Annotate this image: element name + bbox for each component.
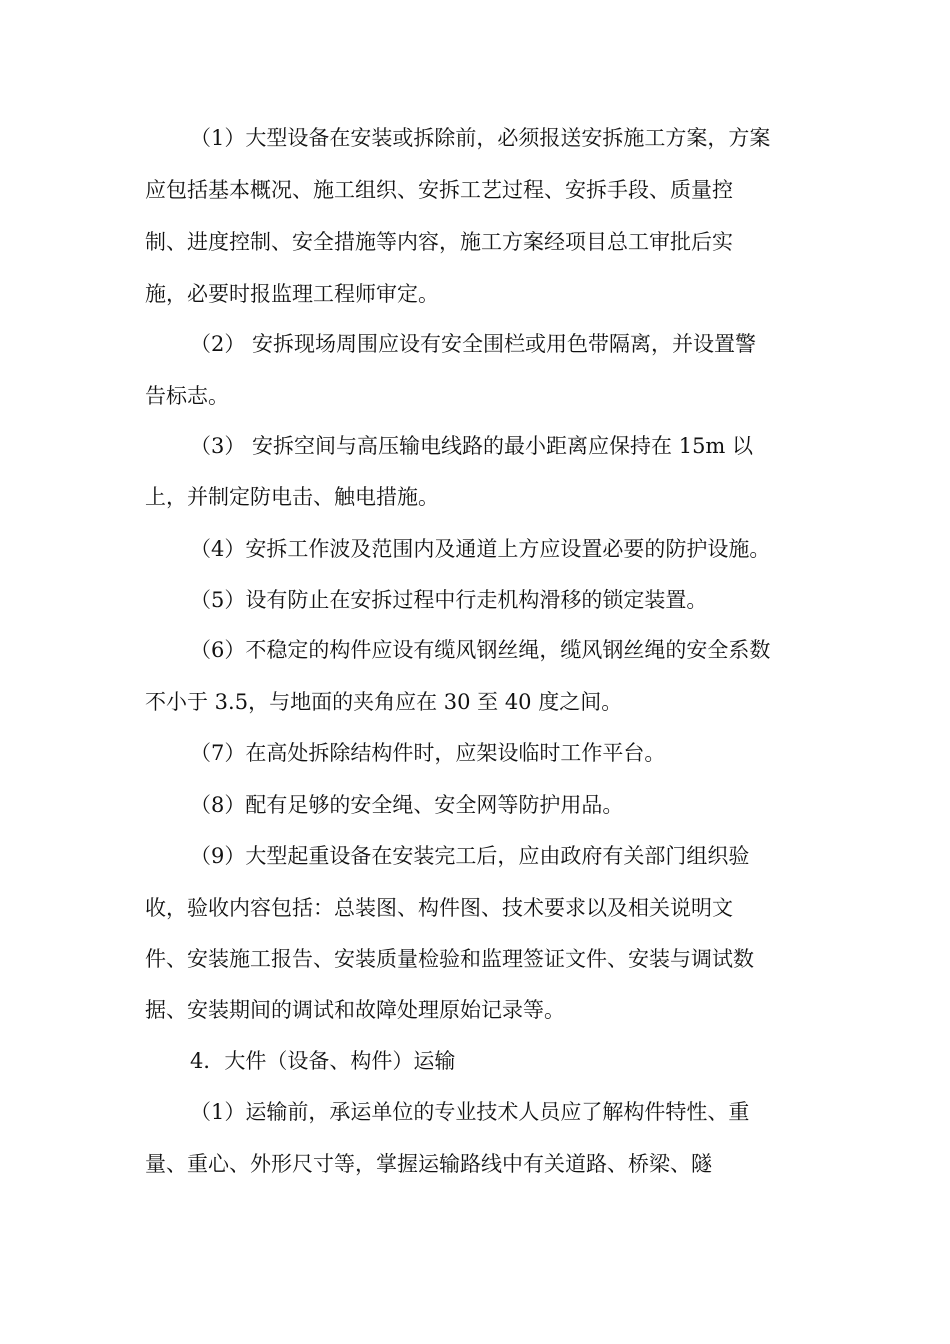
text-line: 量、重心、外形尺寸等，掌握运输路线中有关道路、桥梁、隧 [145,1152,712,1176]
text-line: 件、安装施工报告、安装质量检验和监理签证文件、安装与调试数 [145,947,754,971]
text-line: （9）大型起重设备在安装完工后，应由政府有关部门组织验 [190,844,750,868]
text-line: 不小于 3.5，与地面的夹角应在 30 至 40 度之间。 [145,690,623,714]
text-line: 制、进度控制、安全措施等内容，施工方案经项目总工审批后实 [145,230,733,254]
text-line: 收，验收内容包括：总装图、构件图、技术要求以及相关说明文 [145,896,733,920]
text-line: （5）设有防止在安拆过程中行走机构滑移的锁定装置。 [190,588,708,612]
text-line: （8）配有足够的安全绳、安全网等防护用品。 [190,793,624,817]
text-line: （2） 安拆现场周围应设有安全围栏或用色带隔离，并设置警 [190,332,757,356]
text-line: （1）大型设备在安装或拆除前，必须报送安拆施工方案，方案 [190,126,771,150]
text-line: （7）在高处拆除结构件时，应架设临时工作平台。 [190,741,666,765]
text-line: （3） 安拆空间与高压输电线路的最小距离应保持在 15m 以 [190,434,754,458]
text-line: （1）运输前，承运单位的专业技术人员应了解构件特性、重 [190,1100,750,1124]
section-heading: 4．大件（设备、构件）运输 [190,1049,456,1073]
text-line: 据、安装期间的调试和故障处理原始记录等。 [145,998,565,1022]
text-line: 告标志。 [145,384,229,408]
text-line: 施，必要时报监理工程师审定。 [145,282,439,306]
text-line: （4）安拆工作波及范围内及通道上方应设置必要的防护设施。 [190,537,771,561]
text-line: 应包括基本概况、施工组织、安拆工艺过程、安拆手段、质量控 [145,178,733,202]
text-line: （6）不稳定的构件应设有缆风钢丝绳，缆风钢丝绳的安全系数 [190,638,771,662]
text-line: 上，并制定防电击、触电措施。 [145,485,439,509]
